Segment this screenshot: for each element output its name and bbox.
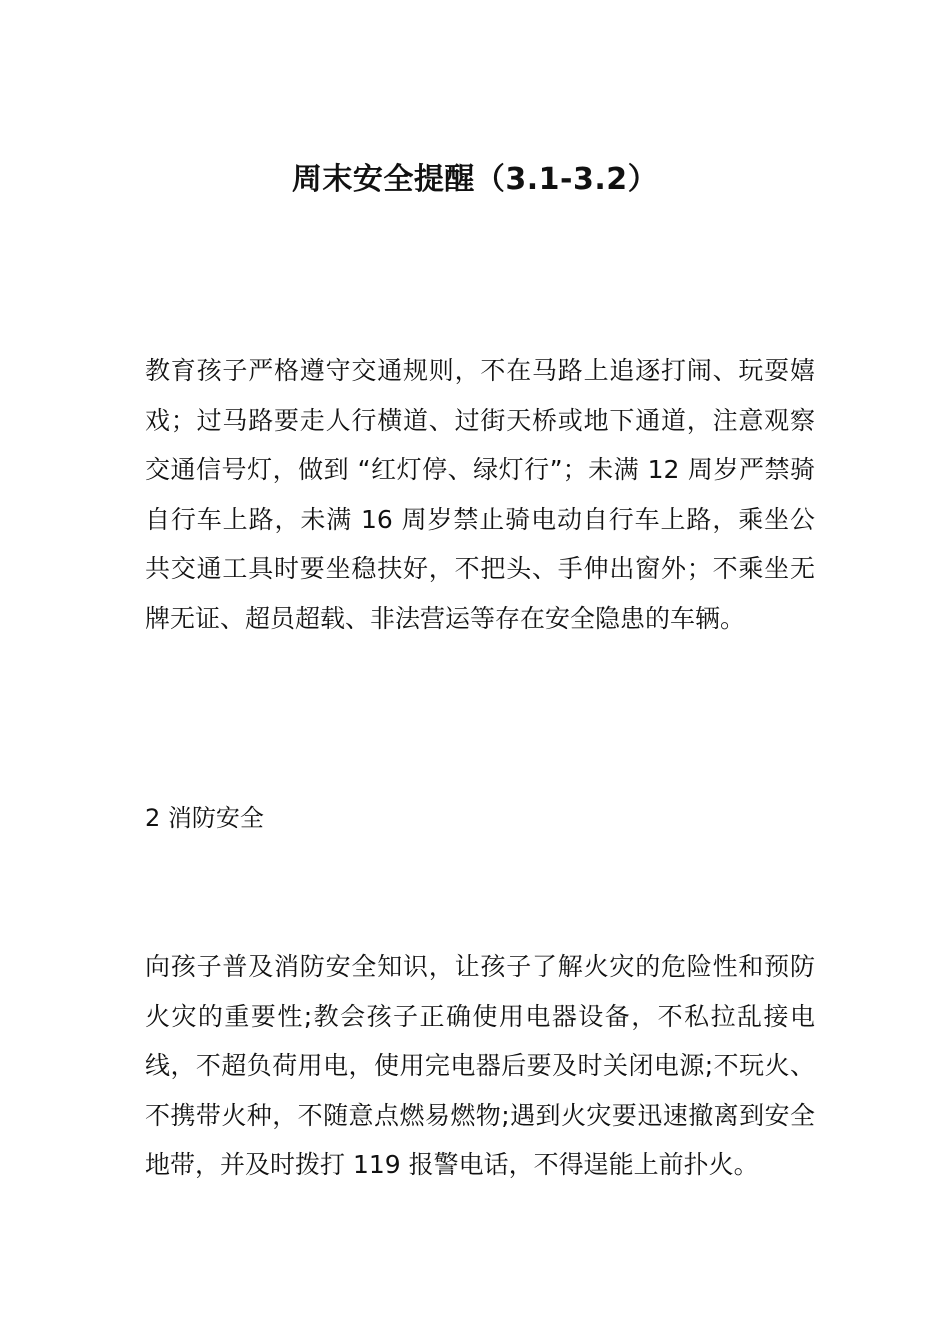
document-title: 周末安全提醒（3.1-3.2）	[291, 162, 659, 197]
traffic-safety-paragraph: 教育孩子严格遵守交通规则，不在马路上追逐打闹、玩耍嬉戏；过马路要走人行横道、过街天桥或地下通道，注意观察交通信号灯，做到 “红灯停、绿灯行”；未满 12 周岁严禁骑自行车上路，未满 16 周岁禁止骑电动自行车上路，乘坐公共交通工具时要坐稳扶好，不把头、手伸出窗外；不乘坐无牌无证、超员超载、非法营运等存在安全隐患的车辆。	[145, 356, 815, 633]
fire-safety-heading: 2 消防安全	[145, 804, 264, 832]
fire-safety-paragraph: 向孩子普及消防安全知识，让孩子了解火灾的危险性和预防火灾的重要性;教会孩子正确使用电器设备，不私拉乱接电线，不超负荷用电，使用完电器后要及时关闭电源;不玩火、不携带火种，不随意点燃易燃物;遇到火灾要迅速撤离到安全地带，并及时拨打 119 报警电话，不得逞能上前扑火。	[145, 952, 815, 1179]
